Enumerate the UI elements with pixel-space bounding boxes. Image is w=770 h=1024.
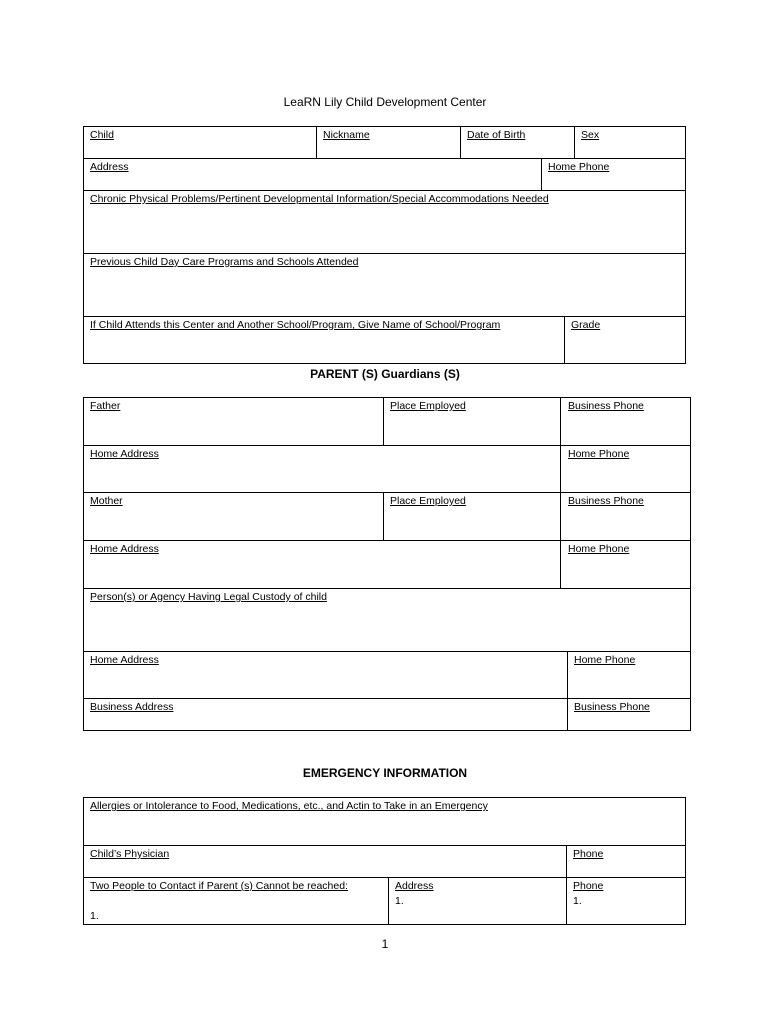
row-divider xyxy=(83,190,686,191)
physician-field[interactable]: Child’s Physician xyxy=(90,848,170,860)
page-number: 1 xyxy=(381,937,389,951)
contact-person-item-1[interactable]: 1. xyxy=(90,910,99,922)
custody-business-phone-field[interactable]: Business Phone xyxy=(574,701,650,713)
chronic-problems-field[interactable]: Chronic Physical Problems/Pertinent Developmental Information/Special Accommodations Needed xyxy=(90,193,549,205)
contact-phone-item-1[interactable]: 1. xyxy=(573,895,582,907)
father-home-address-field[interactable]: Home Address xyxy=(90,448,159,460)
parents-heading: PARENT (S) Guardians (S) xyxy=(310,367,460,381)
previous-programs-field[interactable]: Previous Child Day Care Programs and Schools Attended xyxy=(90,256,359,268)
row-divider xyxy=(83,158,686,159)
allergies-field[interactable]: Allergies or Intolerance to Food, Medications, etc., and Actin to Take in an Emergency xyxy=(90,800,488,812)
father-home-phone-field[interactable]: Home Phone xyxy=(568,448,630,460)
row-divider xyxy=(83,445,691,446)
col-divider xyxy=(383,492,384,540)
date-of-birth-field[interactable]: Date of Birth xyxy=(467,129,526,141)
col-divider xyxy=(316,126,317,158)
form-title: LeaRN Lily Child Development Center xyxy=(283,95,487,109)
child-address-field[interactable]: Address xyxy=(90,161,129,173)
father-place-employed-field[interactable]: Place Employed xyxy=(390,400,466,412)
child-name-field[interactable]: Child xyxy=(90,129,114,141)
grade-field[interactable]: Grade xyxy=(571,319,601,331)
row-divider xyxy=(83,877,686,878)
row-divider xyxy=(83,316,686,317)
mother-field[interactable]: Mother xyxy=(90,495,123,507)
business-address-field[interactable]: Business Address xyxy=(90,701,174,713)
row-divider xyxy=(83,698,691,699)
contact-phone-field[interactable]: Phone xyxy=(573,880,604,892)
col-divider xyxy=(388,877,389,925)
custody-home-phone-field[interactable]: Home Phone xyxy=(574,654,636,666)
mother-business-phone-field[interactable]: Business Phone xyxy=(568,495,644,507)
row-divider xyxy=(83,540,691,541)
custody-home-address-field[interactable]: Home Address xyxy=(90,654,159,666)
col-divider xyxy=(383,397,384,445)
row-divider xyxy=(83,588,691,589)
col-divider xyxy=(541,158,542,190)
col-divider xyxy=(574,126,575,158)
physician-phone-field[interactable]: Phone xyxy=(573,848,604,860)
mother-home-phone-field[interactable]: Home Phone xyxy=(568,543,630,555)
col-divider xyxy=(460,126,461,158)
child-home-phone-field[interactable]: Home Phone xyxy=(548,161,610,173)
sex-field[interactable]: Sex xyxy=(581,129,600,141)
col-divider xyxy=(567,651,568,731)
mother-home-address-field[interactable]: Home Address xyxy=(90,543,159,555)
contact-address-item-1[interactable]: 1. xyxy=(395,895,404,907)
emergency-table xyxy=(83,797,686,925)
emergency-contacts-field[interactable]: Two People to Contact if Parent (s) Cannot be reached: xyxy=(90,880,348,892)
father-business-phone-field[interactable]: Business Phone xyxy=(568,400,644,412)
nickname-field[interactable]: Nickname xyxy=(323,129,370,141)
emergency-heading: EMERGENCY INFORMATION xyxy=(302,766,468,780)
col-divider xyxy=(560,397,561,588)
other-school-field[interactable]: If Child Attends this Center and Another School/Program, Give Name of School/Program xyxy=(90,319,501,331)
col-divider xyxy=(564,316,565,364)
col-divider xyxy=(566,845,567,925)
mother-place-employed-field[interactable]: Place Employed xyxy=(390,495,466,507)
row-divider xyxy=(83,651,691,652)
row-divider xyxy=(83,253,686,254)
contact-address-field[interactable]: Address xyxy=(395,880,434,892)
legal-custody-field[interactable]: Person(s) or Agency Having Legal Custody of child xyxy=(90,591,327,603)
row-divider xyxy=(83,492,691,493)
row-divider xyxy=(83,845,686,846)
father-field[interactable]: Father xyxy=(90,400,121,412)
